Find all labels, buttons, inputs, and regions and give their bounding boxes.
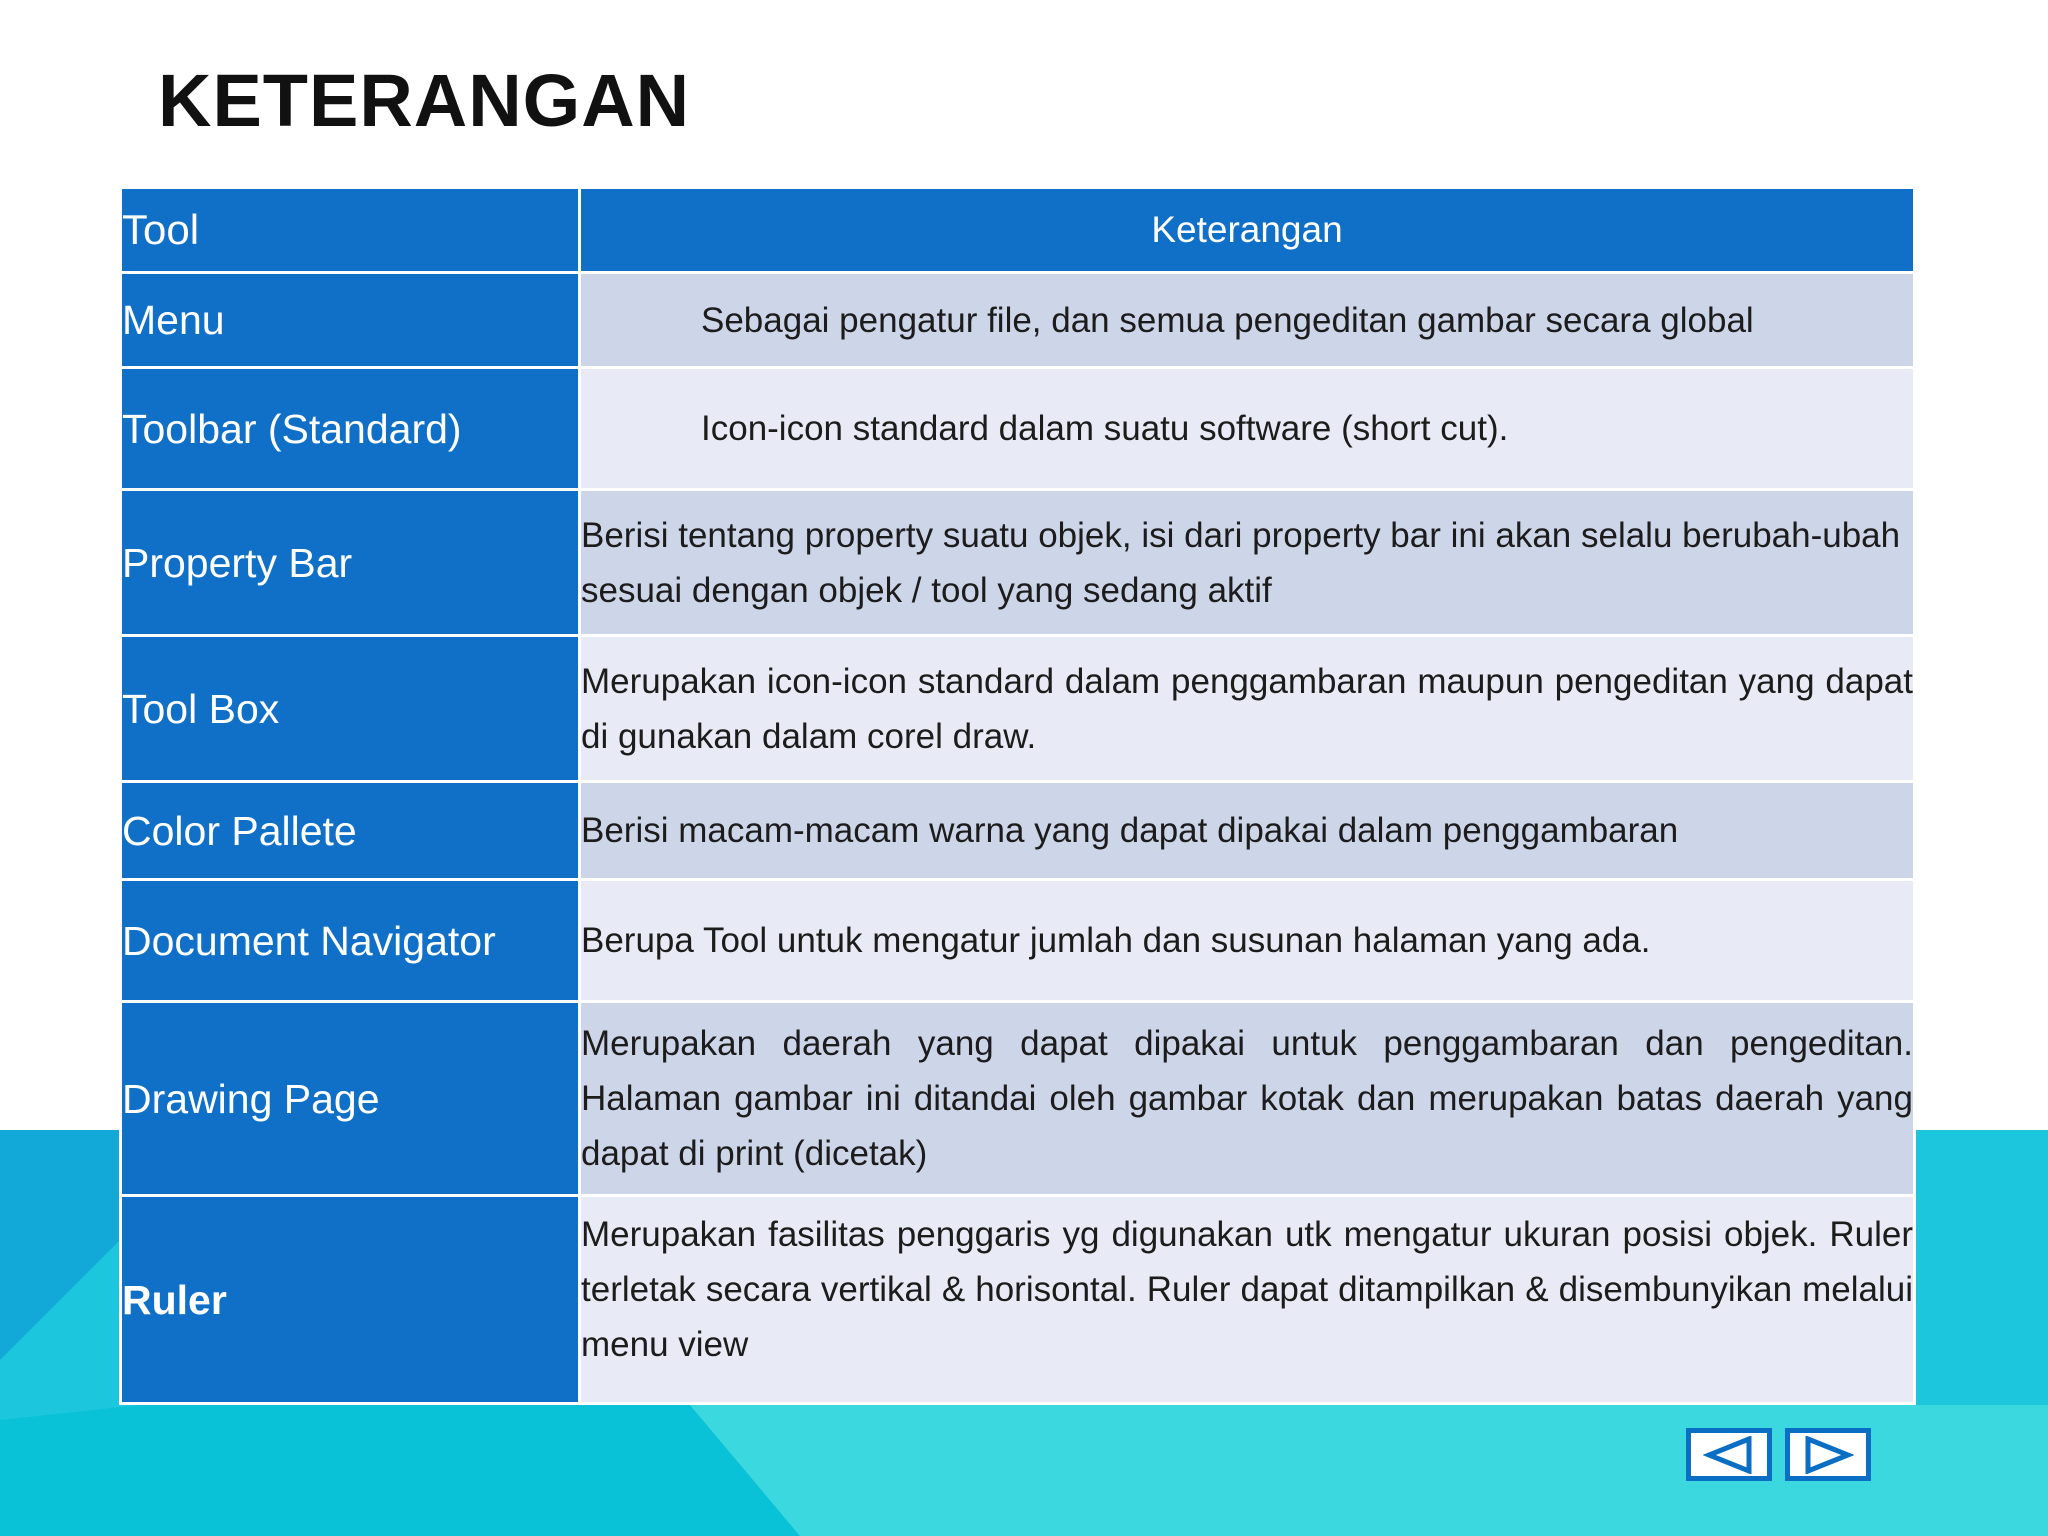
tool-description: Berisi macam-macam warna yang dapat dipakai dalam penggambaran — [580, 782, 1915, 880]
tool-name: Property Bar — [121, 490, 580, 636]
tool-description: Berupa Tool untuk mengatur jumlah dan susunan halaman yang ada. — [580, 880, 1915, 1002]
tool-name: Drawing Page — [121, 1002, 580, 1196]
slide-navigation — [1686, 1428, 1871, 1481]
table-header-row — [121, 188, 1915, 273]
tool-description: Berisi tentang property suatu objek, isi dari property bar ini akan selalu berubah-ubah sesuai dengan objek / tool yang sedang aktif — [580, 490, 1915, 636]
next-slide-button[interactable] — [1785, 1428, 1871, 1481]
tool-description: Sebagai pengatur file, dan semua pengeditan gambar secara global — [580, 273, 1915, 368]
tool-name: Document Navigator — [121, 880, 580, 1002]
table-row — [121, 1196, 1915, 1404]
table-row — [121, 636, 1915, 782]
table-row — [121, 368, 1915, 490]
table-row — [121, 1002, 1915, 1196]
table-row — [121, 490, 1915, 636]
table-row — [121, 782, 1915, 880]
previous-slide-button[interactable] — [1686, 1428, 1772, 1481]
header-tool: Tool — [121, 188, 580, 273]
tool-name: Tool Box — [121, 636, 580, 782]
tool-description: Icon-icon standard dalam suatu software (short cut). — [580, 368, 1915, 490]
table-row — [121, 880, 1915, 1002]
slide-title: KETERANGAN — [158, 59, 691, 142]
tool-name: Color Pallete — [121, 782, 580, 880]
triangle-left-icon — [1703, 1436, 1755, 1474]
tool-description: Merupakan daerah yang dapat dipakai untuk penggambaran dan pengeditan. Halaman gambar ini ditandai oleh gambar kotak dan merupakan batas daerah yang dapat di print (dicetak) — [580, 1002, 1915, 1196]
tool-description: Merupakan icon-icon standard dalam penggambaran maupun pengeditan yang dapat di gunakan dalam corel draw. — [580, 636, 1915, 782]
tool-description-table — [119, 186, 1916, 1405]
tool-name: Toolbar (Standard) — [121, 368, 580, 490]
triangle-right-icon — [1802, 1436, 1854, 1474]
table-row — [121, 273, 1915, 368]
header-keterangan: Keterangan — [580, 188, 1915, 273]
tool-name: Ruler — [121, 1196, 580, 1404]
tool-description: Merupakan fasilitas penggaris yg digunakan utk mengatur ukuran posisi objek. Ruler terletak secara vertikal & horisontal. Ruler dapat ditampilkan & disembunyikan melalui menu view — [580, 1196, 1915, 1404]
tool-name: Menu — [121, 273, 580, 368]
